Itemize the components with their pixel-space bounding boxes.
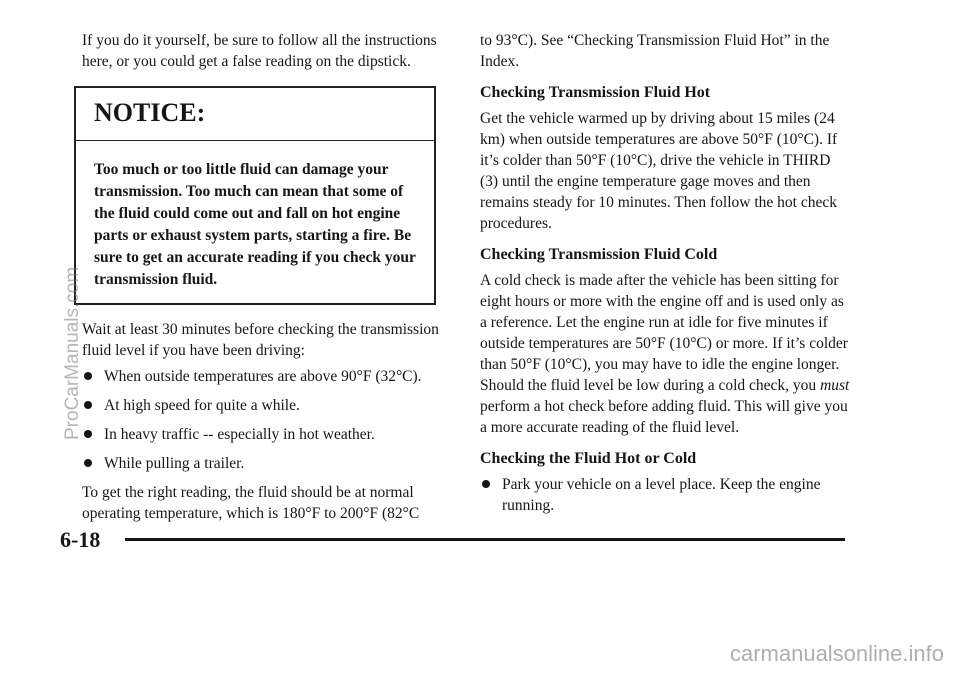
continued-paragraph: to 93°C). See “Checking Transmission Fluid Hot” in the Index. — [480, 32, 830, 70]
heading-fluid-cold: Checking Transmission Fluid Cold — [480, 246, 718, 263]
normal-temperature-paragraph: To get the right reading, the fluid should be at normal operating temperature, which is 180°F to 200°F (82°C — [82, 484, 420, 522]
list-item: At high speed for quite a while. — [82, 395, 454, 416]
bottom-watermark: carmanualsonline.info — [729, 641, 944, 666]
side-watermark: ProCarManuals.com — [62, 266, 83, 440]
emphasis-must: must — [820, 377, 850, 394]
list-item: While pulling a trailer. — [82, 453, 454, 474]
bullet-icon — [84, 401, 92, 409]
footer-rule — [125, 538, 845, 541]
heading-fluid-hot-or-cold: Checking the Fluid Hot or Cold — [480, 450, 697, 467]
left-column — [82, 30, 454, 524]
list-item: Park your vehicle on a level place. Keep the engine running. — [480, 474, 850, 516]
bullet-icon — [84, 430, 92, 438]
hot-or-cold-steps-list — [480, 474, 850, 516]
bullet-icon — [84, 372, 92, 380]
notice-body: Too much or too little fluid can damage your transmission. Too much can mean that some of the fluid could come out and fall on hot engine parts or exhaust system parts, starting a fire. Be sure to get an accurate reading if you check your transmission fluid. — [94, 161, 416, 288]
fluid-hot-paragraph: Get the vehicle warmed up by driving about 15 miles (24 km) when outside temperatures are above 50°F (10°C). If it’s colder than 50°F (10°C), drive the vehicle in THIRD (3) until the engine temperature gage moves and then remains steady for 10 minutes. Then follow the hot check procedures. — [480, 110, 838, 232]
bullet-icon — [482, 480, 490, 488]
list-item: When outside temperatures are above 90°F (32°C). — [82, 366, 454, 387]
list-item: In heavy traffic -- especially in hot weather. — [82, 424, 454, 445]
right-column — [480, 30, 850, 524]
intro-paragraph: If you do it yourself, be sure to follow all the instructions here, or you could get a false reading on the dipstick. — [82, 32, 437, 70]
notice-title: NOTICE: — [76, 88, 434, 141]
heading-fluid-hot: Checking Transmission Fluid Hot — [480, 84, 711, 101]
page-number: 6-18 — [60, 527, 101, 552]
fluid-cold-paragraph: A cold check is made after the vehicle has been sitting for eight hours or more with the engine off and is used only as a reference. Let the engine run at idle for five minutes if outside temperatures are 50°F (10°C) or more. If it’s colder than 50°F (10°C), you may have to idle the engine longer. Should the fluid level be low during a cold check, you must perform a hot check before adding fluid. This will give you a more accurate reading of the fluid level. — [480, 272, 850, 436]
wait-paragraph: Wait at least 30 minutes before checking the transmission fluid level if you have been driving: — [82, 321, 439, 359]
notice-box — [74, 86, 436, 305]
driving-conditions-list — [82, 366, 454, 474]
bullet-icon — [84, 459, 92, 467]
